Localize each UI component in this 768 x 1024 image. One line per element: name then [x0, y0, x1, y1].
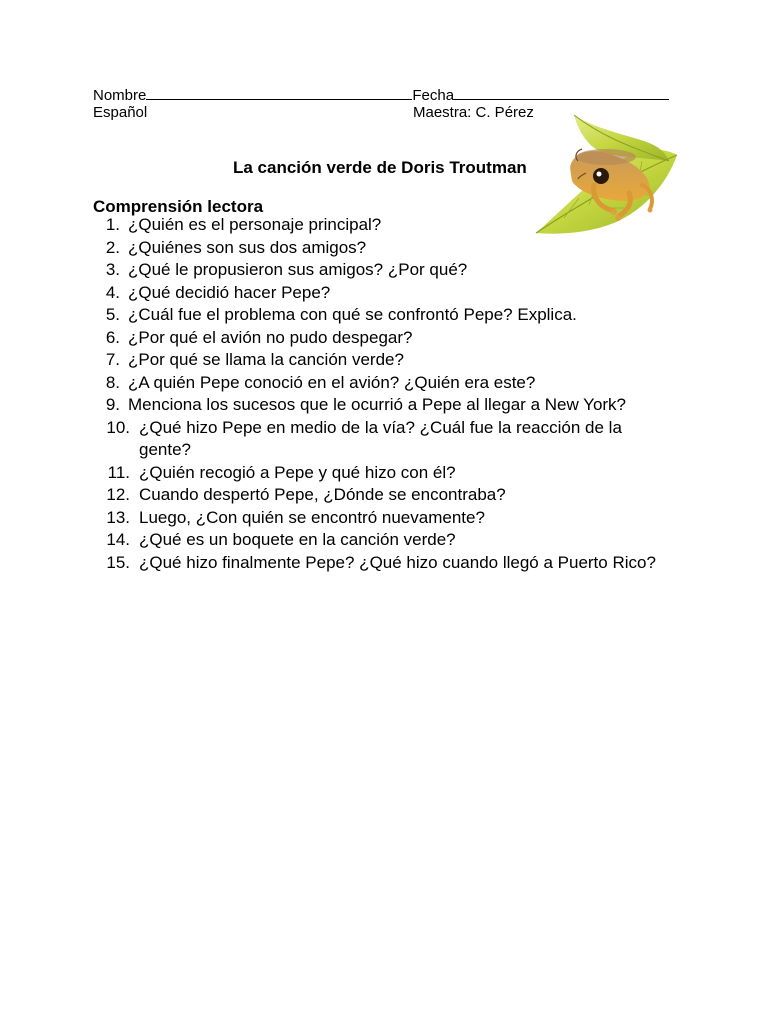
question-item: [93, 394, 673, 417]
question-item: [93, 417, 673, 462]
question-number: 14.: [106, 530, 130, 549]
date-blank[interactable]: [454, 87, 669, 100]
question-number: 8.: [105, 372, 120, 392]
question-item: [93, 349, 673, 372]
question-item: [93, 529, 673, 552]
question-number: 10.: [106, 417, 130, 437]
question-text: Menciona los sucesos que le ocurrió a Pepe al llegar a New York?: [128, 395, 627, 414]
question-text: ¿Qué hizo Pepe en medio de la vía? ¿Cuál fue la reacción de la gente?: [139, 417, 622, 459]
question-text: ¿Qué le propusieron sus amigos? ¿Por qué?: [128, 260, 468, 279]
question-number: 3.: [105, 260, 120, 279]
question-item: [93, 462, 673, 485]
question-text: ¿Quiénes son sus dos amigos?: [128, 237, 367, 257]
question-item: [93, 327, 673, 350]
question-item: [93, 214, 673, 237]
question-text: ¿Cuál fue el problema con qué se confrontó Pepe? Explica.: [128, 305, 577, 324]
date-label: Fecha: [412, 87, 455, 104]
question-number: 11.: [107, 462, 130, 482]
name-date-line: [93, 87, 669, 105]
question-text: ¿Quién es el personaje principal?: [128, 215, 382, 234]
question-text: Cuando despertó Pepe, ¿Dónde se encontraba?: [139, 485, 506, 504]
question-text: ¿Qué decidió hacer Pepe?: [128, 282, 331, 302]
question-text: ¿Quién recogió a Pepe y qué hizo con él?: [139, 462, 456, 482]
question-item: [93, 507, 673, 530]
question-number: 4.: [105, 282, 120, 302]
document-title: La canción verde de Doris Troutman: [233, 158, 527, 177]
question-text: ¿Qué hizo finalmente Pepe? ¿Qué hizo cuando llegó a Puerto Rico?: [139, 552, 656, 572]
question-list: [93, 214, 673, 574]
question-text: ¿Por qué el avión no pudo despegar?: [128, 327, 413, 347]
question-item: [93, 372, 673, 395]
section-heading: Comprensión lectora: [93, 197, 264, 216]
question-item: [93, 282, 673, 305]
subject-label: Español: [93, 104, 148, 121]
question-text: ¿Qué es un boquete en la canción verde?: [139, 530, 456, 549]
question-number: 15.: [106, 552, 130, 572]
question-item: [93, 304, 673, 327]
teacher-label: Maestra: C. Pérez: [413, 104, 534, 121]
question-number: 9.: [105, 395, 120, 414]
question-item: [93, 484, 673, 507]
name-blank[interactable]: [146, 87, 412, 100]
question-text: ¿Por qué se llama la canción verde?: [128, 350, 404, 369]
question-number: 5.: [105, 305, 120, 324]
name-label: Nombre: [93, 87, 147, 104]
question-number: 12.: [106, 485, 130, 504]
question-item: [93, 237, 673, 260]
question-text: Luego, ¿Con quién se encontró nuevamente?: [139, 507, 485, 527]
question-item: [93, 552, 673, 575]
question-number: 1.: [105, 215, 120, 234]
question-text: ¿A quién Pepe conoció en el avión? ¿Quién era este?: [128, 372, 536, 392]
question-number: 13.: [106, 507, 130, 527]
question-number: 7.: [105, 350, 120, 369]
question-number: 6.: [105, 327, 120, 347]
question-number: 2.: [105, 237, 120, 257]
question-item: [93, 259, 673, 282]
